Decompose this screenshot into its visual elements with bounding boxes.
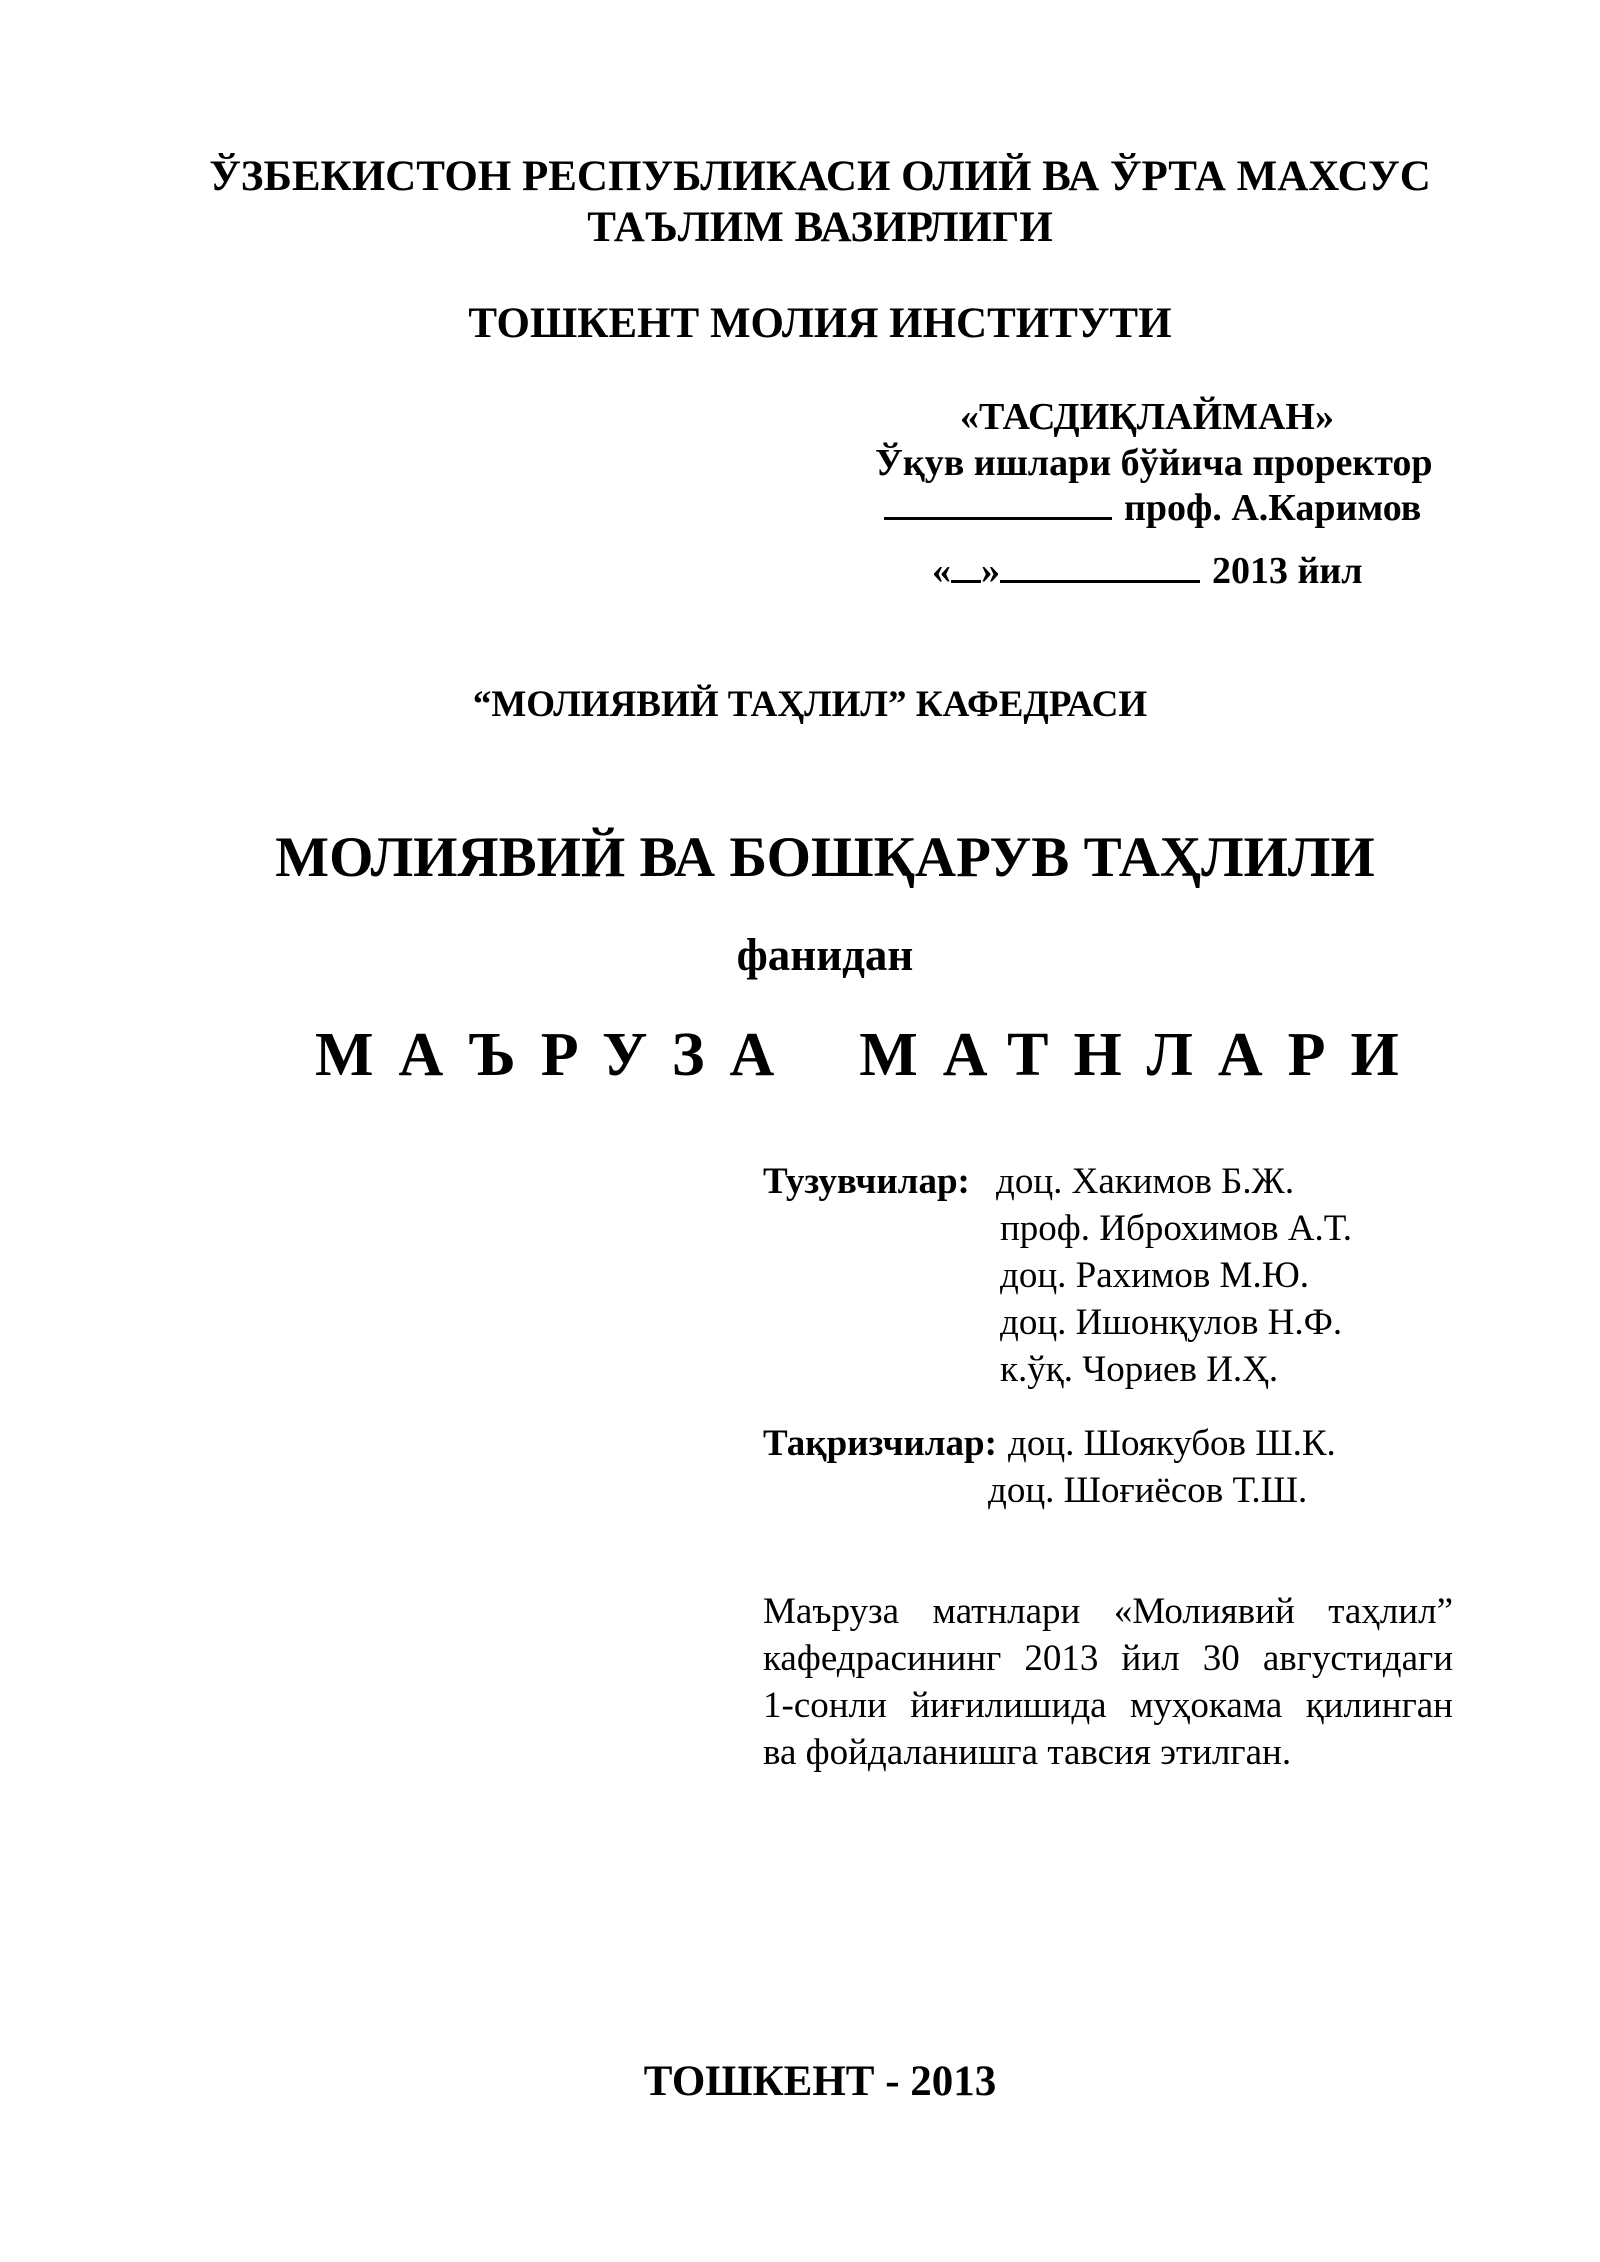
compiler-name: к.ўқ. Чориев И.Ҳ. [1000,1349,1279,1390]
reviewer-name: доц. Шоғиёсов Т.Ш. [988,1470,1308,1511]
document-type-word-1: МАЪРУЗА [315,1021,800,1089]
compiler-name: проф. Иброхимов А.Т. [1000,1208,1352,1249]
month-blank [1000,550,1200,583]
date-open-quote: « [932,550,951,592]
department-name: “МОЛИЯВИЙ ТАҲЛИЛ” КАФЕДРАСИ [472,684,1148,725]
day-blank [951,550,981,583]
note-line: Маъруза матнлари «Молиявий таҳлил” [763,1591,1453,1632]
approval-year: 2013 йил [1212,550,1363,592]
compiler-name: доц. Хакимов Б.Ж. [996,1161,1295,1202]
date-close-quote: » [981,550,1000,592]
approval-note [763,1588,1453,1776]
signature-blank [884,487,1112,520]
approval-role: Ўқув ишлари бўйича проректор [875,442,1433,484]
approval-date-line [932,549,1363,593]
approval-signature-line [884,486,1421,530]
approval-signatory: проф. А.Каримов [1124,487,1422,529]
note-line: 1-сонли йиғилишида муҳокама қилинган [763,1685,1453,1726]
course-title: МОЛИЯВИЙ ВА БОШҚАРУВ ТАҲЛИЛИ [275,826,1375,889]
institute-title: ТОШКЕНТ МОЛИЯ ИНСТИТУТИ [468,300,1172,347]
note-line: ва фойдаланишга тавсия этилган. [763,1732,1292,1773]
compiler-name: доц. Рахимов М.Ю. [1000,1255,1309,1296]
compiler-name: доц. Ишонқулов Н.Ф. [1000,1302,1343,1343]
document-type-word-2: МАТНЛАРИ [859,1021,1424,1089]
document-type [315,1020,1424,1091]
approval-title: «ТАСДИҚЛАЙМАН» [960,396,1334,438]
city-year: ТОШКЕНТ - 2013 [643,2058,997,2105]
reviewers-label: Тақризчилар: [763,1423,997,1464]
ministry-title-line-2: ТАЪЛИМ ВАЗИРЛИГИ [587,204,1053,251]
reviewer-name: доц. Шоякубов Ш.К. [1008,1423,1336,1464]
course-subtitle: фанидан [736,930,914,980]
ministry-title-line-1: ЎЗБЕКИСТОН РЕСПУБЛИКАСИ ОЛИЙ ВА ЎРТА МАХСУС [209,153,1431,200]
note-line: кафедрасининг 2013 йил 30 августидаги [763,1638,1453,1679]
compilers-label: Тузувчилар: [763,1161,970,1202]
